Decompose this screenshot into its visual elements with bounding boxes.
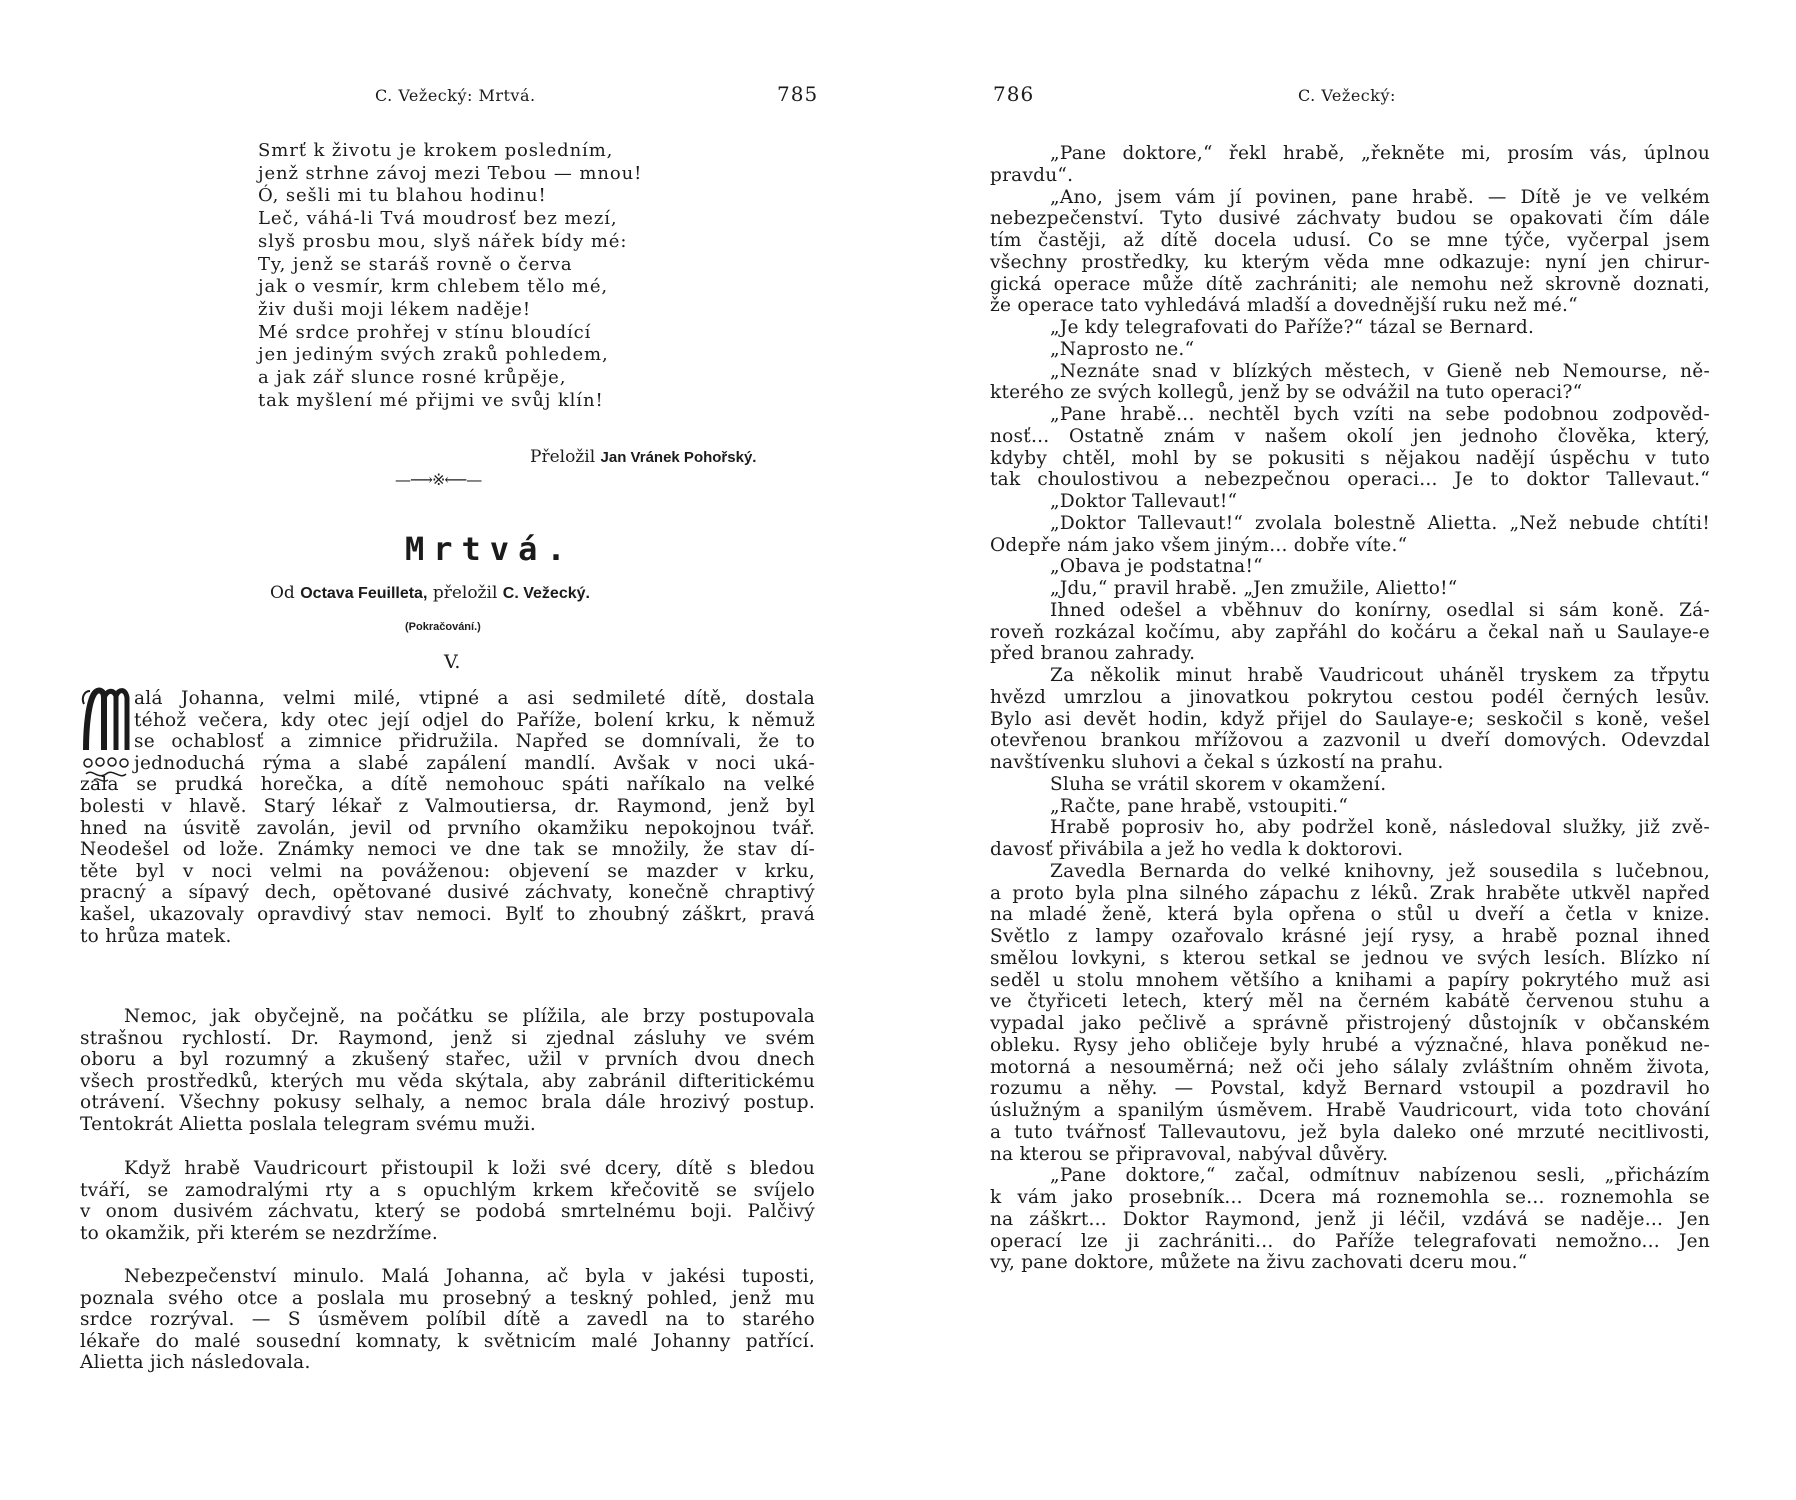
text-line: k vám jako prosebník... Dcera má roznemohla se... roznemohla se — [990, 1187, 1710, 1208]
text-line: operací lze ji zachrániti... do Paříže telegrafovati nemožno... Jen — [990, 1230, 1710, 1252]
text-line: Neodešel od lože. Známky nemoci ve dne tak se množily, že stav dí- — [80, 839, 815, 861]
poem-line: Mé srdce prohřej v stínu bloudící — [258, 321, 592, 343]
text-line: tak choulostivou a nebezpečnou operaci... Je to doktor Tallevaut.“ — [990, 469, 1710, 491]
poem-line: Smrť k životu je krokem posledním, — [258, 140, 614, 161]
text-line: Odepře nám jako všem jiným... dobře víte.“ — [990, 534, 1408, 556]
paragraph-2 — [80, 1006, 815, 1136]
chapter-title: Mrtvá. — [405, 530, 575, 568]
text-line: zala se prudká horečka, a dítě nemohouc spáti naříkalo na velké — [80, 774, 815, 796]
text-line: nosť... Ostatně znám v našem okolí jen jednoho člověka, který, — [990, 425, 1710, 447]
text-line: Když hrabě Vaudricourt přistoupil k loži své dcery, dítě s bledou — [124, 1158, 815, 1179]
continuation-note: (Pokračování.) — [405, 621, 481, 633]
text-line: Nemoc, jak obyčejně, na počátku se plížila, ale brzy postupovala — [124, 1006, 815, 1027]
running-head-left — [80, 82, 840, 112]
text-line: že operace tato vyhledává mladší a dovednější ruku než mé.“ — [990, 295, 1578, 317]
text-line: kterého ze svých kollegů, jenž by se odvážil na tuto operaci?“ — [990, 382, 1583, 404]
text-line: „Pane hrabě... nechtěl bych vzíti na sebe podobnou zodpověd- — [1050, 404, 1710, 425]
text-line: „Jdu,“ pravil hrabě. „Jen zmužile, Alietto!“ — [1050, 578, 1458, 599]
text-line: bolesti v hlavě. Starý lékař z Valmoutiersa, dr. Raymond, jenž byl — [80, 795, 815, 817]
running-title: C. Vežecký: Mrtvá. — [375, 86, 536, 105]
text-line: gická operace může dítě zachrániti; ale nemohu než skrovně doznati, — [990, 273, 1710, 295]
text-line: všechny prostředky, ku kterým věda mne odkazuje: nyní jen chirur- — [990, 251, 1710, 273]
poem-line: jenž strhne závoj mezi Tebou — mnou! — [258, 162, 643, 184]
text-line: „Pane doktore,“ začal, odmítnuv nabízenou sesli, „přicházím — [1050, 1165, 1710, 1187]
right-page — [990, 0, 1710, 1500]
text-line: „Je kdy telegrafovati do Paříže?“ tázal se Bernard. — [1050, 317, 1535, 338]
text-line: „Obava je podstatna!“ — [1050, 556, 1263, 578]
text-line: úslužným a spanilým úsměvem. Hrabě Vaudricourt, vida toto chování — [990, 1100, 1710, 1121]
text-line: obleku. Rysy jeho obličeje byly hrubé a význačné, hlava poněkud ne- — [990, 1034, 1710, 1056]
text-line: jednoduchá rýma a slabé zapálení mandlí. Avšak v noci uká- — [134, 752, 815, 774]
text-line: pracný a sípavý dech, opětované dusivé záchvaty, konečně chraptivý — [80, 882, 815, 904]
text-line: „Ano, jsem vám jí povinen, pane hrabě. — Dítě je ve velkém — [1050, 186, 1710, 208]
text-line: před branou zahrady. — [990, 643, 1196, 665]
running-title: C. Vežecký: — [1298, 86, 1396, 105]
poem — [258, 140, 778, 412]
text-line: a tuto tvářnosť Tallevautovu, jež byla daleko oné mrzuté necitlivosti, — [990, 1121, 1710, 1143]
poem-line: slyš prosbu mou, slyš nářek bídy mé: — [258, 230, 628, 252]
byline-from: Od — [270, 583, 295, 603]
text-line: to okamžik, při kterém se nezdržíme. — [80, 1222, 438, 1244]
paragraph-3 — [80, 1158, 815, 1244]
text-line: a proto byla plna silného zápachu z léků. Zrak hraběte utkvěl napřed — [990, 882, 1710, 904]
text-line: Za několik minut hrabě Vaudricout uháněl tryskem za třpytu — [1050, 665, 1710, 686]
text-line: v onom dusivém záchvatu, který se podobá smrtelnému boji. Palčivý — [80, 1201, 815, 1223]
page-number: 785 — [777, 82, 819, 106]
paragraph-1 — [80, 688, 815, 947]
poem-line: živ duši moji lékem naděje! — [258, 298, 531, 320]
poem-line: Ty, jenž se staráš rovně o červa — [258, 253, 573, 275]
text-line: ve čtyřiceti letech, který měl na černém kabátě červenou stuhu a — [990, 991, 1710, 1013]
text-line: srdce rozrýval. — S úsměvem políbil dítě a zavedl na to starého — [80, 1309, 815, 1331]
text-line: pravdu“. — [990, 164, 1074, 186]
text-line: „Neznáte snad v blízkých městech, v Gieně neb Nemourse, ně- — [1050, 360, 1710, 382]
text-line: tváří, se zamodralými rty a s opuchlým krkem křečovitě se svíjelo — [80, 1179, 815, 1201]
text-line: Hrabě poprosiv ho, aby podržel koně, následoval služky, již zvě- — [1050, 817, 1710, 839]
text-line: „Doktor Tallevaut!“ zvolala bolestně Alietta. „Než nebude chtíti! — [1050, 512, 1710, 534]
page-number: 786 — [993, 82, 1035, 106]
translator-prefix: Přeložil — [530, 447, 596, 467]
text-line: alá Johanna, velmi milé, vtipné a asi sedmileté dítě, dostala — [134, 688, 815, 709]
text-line: těte byl v noci velmi na pováženou: objevení se mazder v krku, — [80, 860, 815, 882]
text-line: lékaře do malé sousední komnaty, k světnicím malé Johanny patřící. — [80, 1330, 815, 1352]
text-line: vypadal jako pečlivě a správně přistrojený důstojník v občanském — [990, 1013, 1710, 1034]
text-line: motorná a nesouměrná; než oči jeho sálaly zvláštním ohněm života, — [990, 1056, 1710, 1078]
text-line: otrávení. Všechny pokusy selhaly, a nemoc brala dále hrozivý postup. — [80, 1092, 815, 1114]
text-line: roveň rozkázal kočímu, aby zapřáhl do kočáru a čekal naň u Saulaye-e — [990, 621, 1710, 643]
text-line: „Doktor Tallevaut!“ — [1050, 491, 1238, 512]
text-line: vy, pane doktore, můžete na živu zachovati dceru mou.“ — [990, 1252, 1528, 1274]
right-page-text — [990, 143, 1710, 1274]
left-page — [80, 0, 840, 1500]
poem-line: tak myšlení mé přijmi ve svůj klín! — [258, 389, 604, 411]
paragraph-4 — [80, 1266, 815, 1374]
text-line: davosť přivábila a jež ho vedla k doktorovi. — [990, 839, 1404, 860]
poem-line: Leč, váhá-li Tvá moudrosť bez mezí, — [258, 208, 618, 230]
poem-line: jen jediným svých zraků pohledem, — [258, 344, 609, 366]
text-line: to hrůza matek. — [80, 925, 232, 947]
text-line: oboru a byl rozumný a zkušený stařec, užil v prvních dvou dnech — [80, 1049, 815, 1071]
poem-line: a jak zář slunce rosné krůpěje, — [258, 367, 567, 389]
byline-author: Octava Feuilleta, — [300, 585, 428, 602]
text-line: navštívenku sluhovi a čekal s úzkostí na prahu. — [990, 752, 1444, 773]
text-line: Světlo z lampy ozařovalo krásné její rysy, a hrabě poznal ihned — [990, 926, 1710, 947]
text-line: všech prostředků, kterých mu věda skýtala, aby zabránil difteritickému — [80, 1070, 815, 1092]
text-line: na záškrt... Doktor Raymond, jenž ji léčil, vzdává se naděje... Jen — [990, 1208, 1710, 1230]
ornament-divider: —⟶※⟵— — [395, 470, 482, 489]
byline — [270, 583, 590, 603]
text-line: smělou lovkyni, s kterou setkal se jednou ve svých lesích. Blízko ní — [990, 947, 1710, 969]
text-line: Alietta jich následovala. — [80, 1352, 311, 1374]
text-line: tím častěji, až dítě docela udusí. Co se mne týče, vyčerpal jsem — [990, 230, 1710, 251]
text-line: nebezpečenství. Tyto dusivé záchvaty budou se opakovati čím dále — [990, 208, 1710, 230]
text-line: otevřenou brankou mřížovou a zazvonil u dveří domových. Odevzdal — [990, 730, 1710, 752]
translator-name: Jan Vránek Pohořský. — [600, 449, 757, 466]
section-number: V. — [444, 651, 461, 673]
text-line: hvězd umrzlou a jinovatkou pokrytou cestou podél černých lesův. — [990, 686, 1710, 708]
text-line: seděl u stolu mnohem většího a knihami a papíry pokrytého muž asi — [990, 969, 1710, 991]
text-line: Bylo asi devět hodin, když přijel do Saulaye-e; seskočil s koně, vešel — [990, 708, 1710, 730]
text-line: strašnou rychlostí. Dr. Raymond, jenž si zjednal zásluhy ve svém — [80, 1027, 815, 1049]
text-line: „Pane doktore,“ řekl hrabě, „řekněte mi, prosím vás, úplnou — [1050, 143, 1710, 164]
text-line: rozumu a něhy. — Povstal, když Bernard vstoupil a pozdravil ho — [990, 1078, 1710, 1100]
text-line: hned na úsvitě zavolán, jevil od prvního okamžiku nepokojnou tvář. — [80, 817, 815, 839]
text-line: kašel, ukazovaly opravdivý stav nemoci. Bylť to zhoubný záškrt, pravá — [80, 903, 815, 925]
poem-line: Ó, sešli mi tu blahou hodinu! — [258, 185, 547, 207]
text-line: Zavedla Bernarda do velké knihovny, jež sousedila s lučebnou, — [1050, 860, 1710, 882]
text-line: „Račte, pane hrabě, vstoupiti.“ — [1050, 795, 1349, 817]
text-line: poznala svého otce a poslala mu prosebný a teskný pohled, jenž mu — [80, 1287, 815, 1309]
text-line: Tentokrát Alietta poslala telegram svému muži. — [80, 1113, 537, 1135]
text-line: na kterou se připravoval, nabýval důvěry. — [990, 1143, 1389, 1165]
byline-translator: C. Vežecký. — [502, 585, 590, 602]
text-line: Sluha se vrátil skorem v okamžení. — [1050, 773, 1387, 795]
poem-line: jak o vesmír, krm chlebem tělo mé, — [258, 276, 609, 298]
text-line: „Naprosto ne.“ — [1050, 338, 1195, 360]
text-line: se ochablosť a zimnice přidružila. Napřed se domnívali, že to — [134, 731, 815, 753]
text-line: Ihned odešel a vběhnuv do konírny, osedlal si sám koně. Zá- — [1050, 599, 1710, 621]
text-line: Nebezpečenství minulo. Malá Johanna, ač byla v jakési tuposti, — [124, 1266, 815, 1287]
text-line: kdyby chtěl, mohl by se pokusiti s nějakou nadějí úspěchu v tuto — [990, 447, 1710, 469]
text-line: téhož večera, kdy otec její odjel do Paříže, bolení krku, k němuž — [134, 709, 815, 731]
translator-credit — [530, 447, 756, 467]
text-line: na mladé ženě, která byla opřena o stůl u dveří a četla v knize. — [990, 904, 1710, 926]
byline-middle: přeložil — [432, 583, 498, 603]
running-head-right — [990, 82, 1710, 112]
